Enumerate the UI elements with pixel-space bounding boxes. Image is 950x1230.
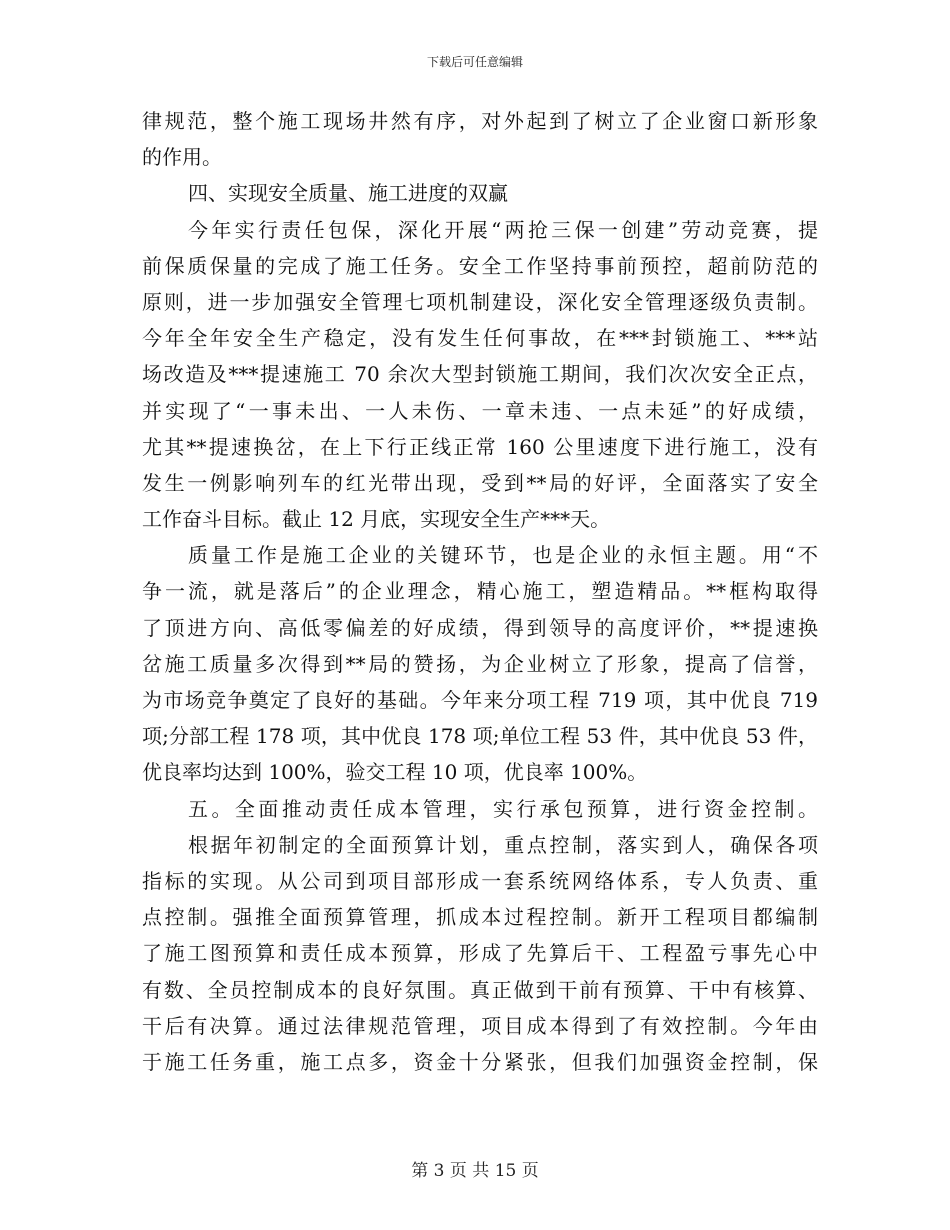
- text-line: 指标的实现。从公司到项目部形成一套系统网络体系，专人负责、重: [142, 868, 818, 893]
- text-line: 了顶进方向、高低零偏差的好成绩，得到领导的高度评价，**提速换: [142, 615, 818, 640]
- text-line: 工作奋斗目标。截止 12 月底，实现安全生产***天。: [142, 507, 611, 532]
- text-line: 场改造及***提速施工 70 余次大型封锁施工期间，我们次次安全正点，: [142, 362, 818, 387]
- text-line: 为市场竞争奠定了良好的基础。今年来分项工程 719 项，其中优良 719: [142, 688, 818, 712]
- text-line: 岔施工质量多次得到**局的赞扬，为企业树立了形象，提高了信誉，: [142, 651, 818, 676]
- text-line: 干后有决算。通过法律规范管理，项目成本得到了有效控制。今年由: [142, 1013, 818, 1038]
- text-line: 发生一例影响列车的红光带出现，受到**局的好评，全面落实了安全: [142, 470, 818, 495]
- text-line: 律规范，整个施工现场井然有序，对外起到了树立了企业窗口新形象: [142, 109, 818, 133]
- text-line: 有数、全员控制成本的良好氛围。真正做到干前有预算、干中有核算、: [142, 977, 818, 1002]
- text-line: 优良率均达到 100%，验交工程 10 项，优良率 100%。: [142, 760, 648, 785]
- text-line: 前保质保量的完成了施工任务。安全工作坚持事前预控，超前防范的: [142, 253, 818, 278]
- text-line: 尤其**提速换岔，在上下行正线正常 160 公里速度下进行施工，没有: [142, 434, 818, 459]
- text-line: 四、实现安全质量、施工进度的双赢: [188, 181, 508, 206]
- text-line: 的作用。: [142, 145, 222, 170]
- page-header: 下载后可任意编辑: [426, 55, 523, 69]
- document-body: [142, 103, 818, 1080]
- text-line: 五。全面推动责任成本管理，实行承包预算，进行资金控制。: [188, 796, 818, 821]
- text-line: 今年实行责任包保，深化开展“两抢三保一创建”劳动竞赛，提: [188, 217, 818, 242]
- page-footer: 第 3 页 共 15 页: [411, 1161, 539, 1181]
- text-line: 争一流，就是落后”的企业理念，精心施工，塑造精品。**框构取得: [142, 579, 818, 604]
- text-line: 根据年初制定的全面预算计划，重点控制，落实到人，确保各项: [188, 832, 818, 857]
- text-line: 于施工任务重，施工点多，资金十分紧张，但我们加强资金控制，保: [142, 1049, 818, 1074]
- text-line: 质量工作是施工企业的关键环节，也是企业的永恒主题。用“不: [188, 543, 818, 568]
- text-line: 原则，进一步加强安全管理七项机制建设，深化安全管理逐级负责制。: [142, 289, 818, 314]
- text-line: 并实现了“一事未出、一人未伤、一章未违、一点未延”的好成绩，: [142, 398, 818, 423]
- text-line: 项;分部工程 178 项，其中优良 178 项;单位工程 53 件，其中优良 53 件，: [142, 724, 818, 749]
- text-line: 今年全年安全生产稳定，没有发生任何事故，在***封锁施工、***站: [142, 326, 818, 351]
- text-line: 点控制。强推全面预算管理，抓成本过程控制。新开工程项目都编制: [142, 905, 818, 930]
- text-line: 了施工图预算和责任成本预算，形成了先算后干、工程盈亏事先心中: [142, 941, 818, 966]
